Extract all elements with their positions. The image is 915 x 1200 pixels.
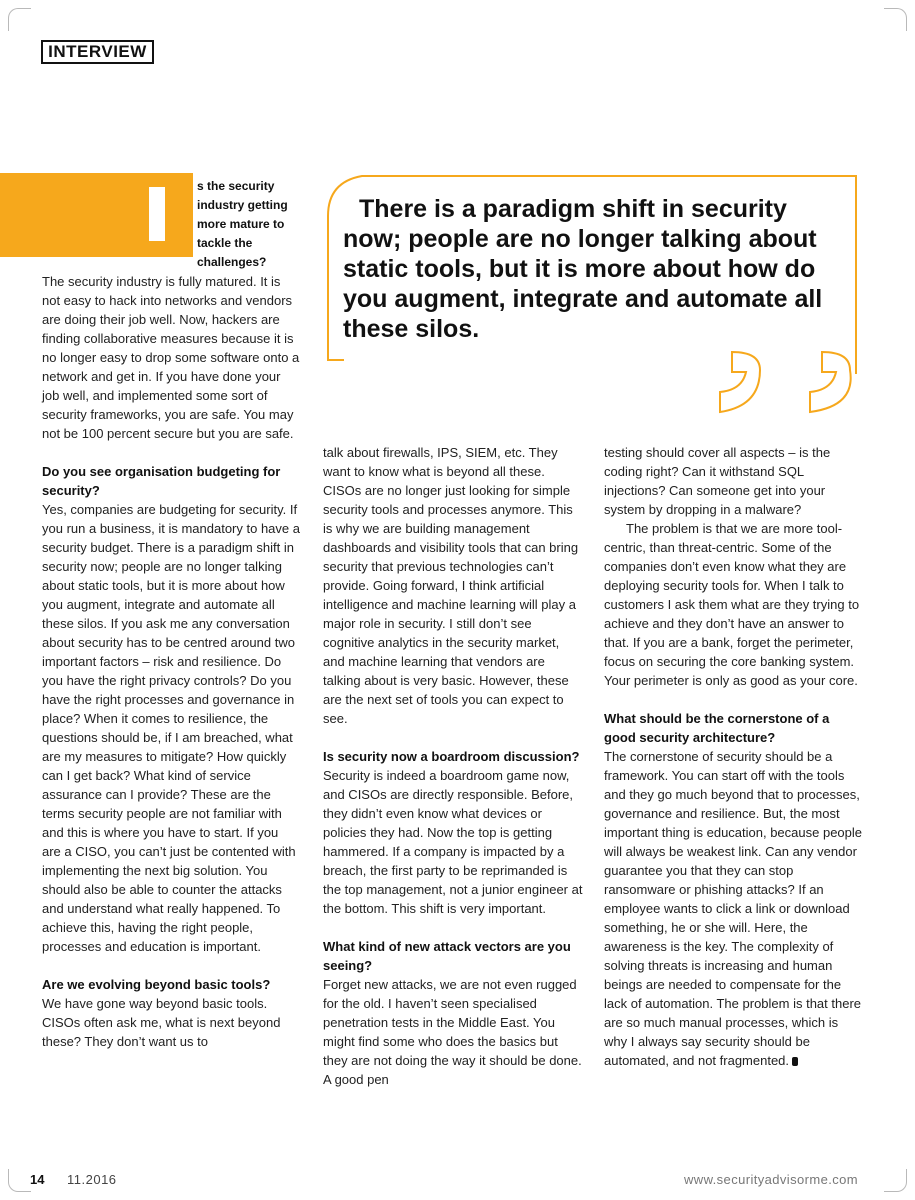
answer-paragraph: Yes, companies are budgeting for security. If you run a business, it is mandatory to have a security budget. There is a paradigm shift in security now; people are no longer talking about static tools, but it is more about how you augment, integrate and automate all these silos. If you ask me any conversation about security has to be centred around two important factors – risk and resilience. Do you have the right privacy controls? Do you have the right processes and governance in place? When it comes to resilience, the questions should be, if I am breached, what are my measures to mitigate? How quickly can I get back? What kind of service assurance can I provide? These are the terms security people are not familiar with and this is where you have to start. If you are a CISO, you can’t just be contented with implementing the next big solution. You should also be able to counter the attacks and understand what really happened. To achieve this, having the right people, processes and education is important.	[42, 502, 300, 954]
question-heading: Are we evolving beyond basic tools?	[42, 977, 271, 992]
section-tag: INTERVIEW	[41, 40, 154, 64]
answer-paragraph: testing should cover all aspects – is the coding right? Can it withstand SQL injections? Can someone get into your system by dropping in a malware?	[604, 445, 831, 517]
website-url: www.securityadvisorme.com	[684, 1172, 858, 1187]
answer-paragraph: Security is indeed a boardroom game now, and CISOs are directly responsible. Before, they didn’t even know what devices or policies they had. Now the top is getting hammered. If a company is impacted by a breach, the first party to be reprimanded is the top management, not a junior engineer at the bottom. This shift is very important.	[323, 768, 583, 916]
article-column-2	[323, 443, 583, 1089]
end-of-article-icon	[792, 1057, 798, 1066]
pull-quote-text: There is a paradigm shift in security now; people are no longer talking about static tools, but it is more about how do you augment, integrate and automate all these silos.	[343, 195, 823, 343]
issue-date: 11.2016	[67, 1172, 117, 1187]
intro-question: s the security industry getting more mature to tackle the challenges?	[197, 179, 288, 269]
question-heading: What should be the cornerstone of a good security architecture?	[604, 711, 830, 745]
article-column-1	[42, 272, 300, 1051]
dropcap-letter	[149, 187, 165, 241]
crop-mark-bottom-right	[884, 1169, 907, 1192]
question-heading: Is security now a boardroom discussion?	[323, 749, 580, 764]
question-heading: What kind of new attack vectors are you seeing?	[323, 939, 571, 973]
question-heading: Do you see organisation budgeting for security?	[42, 464, 281, 498]
answer-paragraph: talk about firewalls, IPS, SIEM, etc. They want to know what is beyond all these. CISOs are no longer just looking for simple security tools and processes anymore. This is why we are building management dashboards and visibility tools that can bring security that previous technologies can’t provide. Going forward, I think artificial intelligence and machine learning will play a major role in security. I still don’t see cognitive analytics in the security market, and machine learning that vendors are talking about is very basic. However, these are the next set of tools you can expect to see.	[323, 445, 579, 726]
crop-mark-top-left	[8, 8, 31, 31]
answer-paragraph: We have gone way beyond basic tools. CISOs often ask me, what is next beyond these? They don’t want us to	[42, 996, 281, 1049]
answer-paragraph	[604, 747, 862, 1070]
crop-mark-bottom-left	[8, 1169, 31, 1192]
page-number: 14	[30, 1172, 45, 1187]
crop-mark-top-right	[884, 8, 907, 31]
answer-paragraph: Forget new attacks, we are not even rugged for the old. I haven’t seen specialised penetration tests in the Middle East. You might find some who does the basics but they are not doing the way it should be done. A good pen	[323, 977, 582, 1087]
answer-paragraph: The problem is that we are more tool-centric, than threat-centric. Some of the companies don’t even know what they are deploying security tools for. When I talk to customers I ask them what are they trying to achieve and they don’t have an answer to that. If you are a bank, forget the perimeter, focus on securing the core banking system. Your perimeter is only as good as your core.	[604, 521, 860, 688]
answer-text: The cornerstone of security should be a framework. You can start off with the tools and they go much beyond that to processes, governance and resilience. But, the most important thing is education, because people will always be weakest link. Can any vendor guarantee you that they can stop ransomware or phishing attacks? If an employee wants to click a link or download something, he or she will. Here, the awareness is the key. The complexity of solving threats is increasing and human beings are needed to compensate for the lack of automation. The problem is that there are so much manual processes, which is why I always say security should be automated, and not fragmented.	[604, 749, 863, 1068]
article-column-3	[604, 443, 862, 1070]
answer-paragraph: The security industry is fully matured. It is not easy to hack into networks and vendors are doing their job well. Now, hackers are finding collaborative measures because it is no longer easy to drop some software onto a network and get in. If you have done your job well, and implemented some sort of security frameworks, you are safe. You may not be 100 percent secure but you are safe.	[42, 274, 300, 441]
